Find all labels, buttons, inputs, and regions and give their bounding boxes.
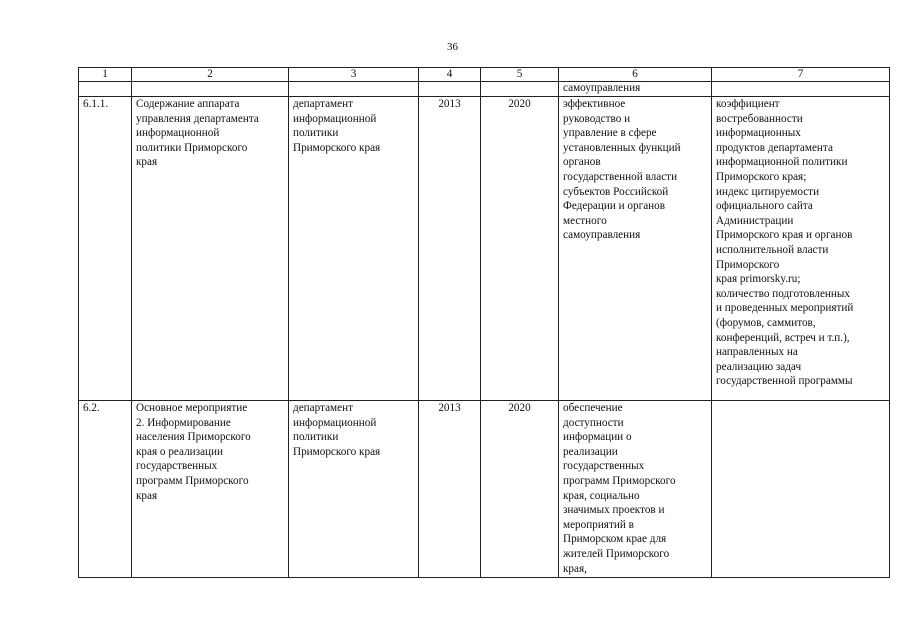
table-cell: самоуправления — [559, 82, 712, 97]
table-cell — [481, 82, 559, 97]
column-number-4: 4 — [419, 68, 481, 82]
expected-result: эффективное руководство и управление в сфере установленных функций органов государственной власти субъектов Российской Федерации и органов местного самоуправления — [559, 97, 712, 401]
table-row — [79, 401, 890, 578]
table-cell — [712, 82, 890, 97]
table-cell — [79, 82, 132, 97]
table-row — [79, 97, 890, 401]
column-number-1: 1 — [79, 68, 132, 82]
column-number-7: 7 — [712, 68, 890, 82]
start-year: 2013 — [419, 97, 481, 401]
column-number-header-row — [79, 68, 890, 82]
end-year: 2020 — [481, 401, 559, 578]
page-number: 36 — [447, 41, 458, 53]
end-year: 2020 — [481, 97, 559, 401]
indicators: коэффициент востребованности информационных продуктов департамента информационной политики Приморского края; индекс цитируемости официального сайта Администрации Приморского края и органов исполнительной власти Приморского края primorsky.ru; количество подготовленных и проведенных мероприятий (форумов, саммитов, конференций, встреч и т.п.), направленных на реализацию задач государственной программы — [712, 97, 890, 401]
executor: департамент информационной политики Приморского края — [289, 97, 419, 401]
table-cell — [132, 82, 289, 97]
row-number: 6.2. — [79, 401, 132, 578]
column-number-2: 2 — [132, 68, 289, 82]
table-cell — [419, 82, 481, 97]
indicators — [712, 401, 890, 578]
continuation-row — [79, 82, 890, 97]
start-year: 2013 — [419, 401, 481, 578]
activity-name: Содержание аппарата управления департамента информационной политики Приморского края — [132, 97, 289, 401]
executor: департамент информационной политики Приморского края — [289, 401, 419, 578]
expected-result: обеспечение доступности информации о реализации государственных программ Приморского края, социально значимых проектов и мероприятий в Приморском крае для жителей Приморского края, — [559, 401, 712, 578]
row-number: 6.1.1. — [79, 97, 132, 401]
program-activities-table — [78, 67, 890, 578]
column-number-6: 6 — [559, 68, 712, 82]
table-cell — [289, 82, 419, 97]
column-number-5: 5 — [481, 68, 559, 82]
activity-name: Основное мероприятие 2. Информирование населения Приморского края о реализации государственных программ Приморского края — [132, 401, 289, 578]
column-number-3: 3 — [289, 68, 419, 82]
